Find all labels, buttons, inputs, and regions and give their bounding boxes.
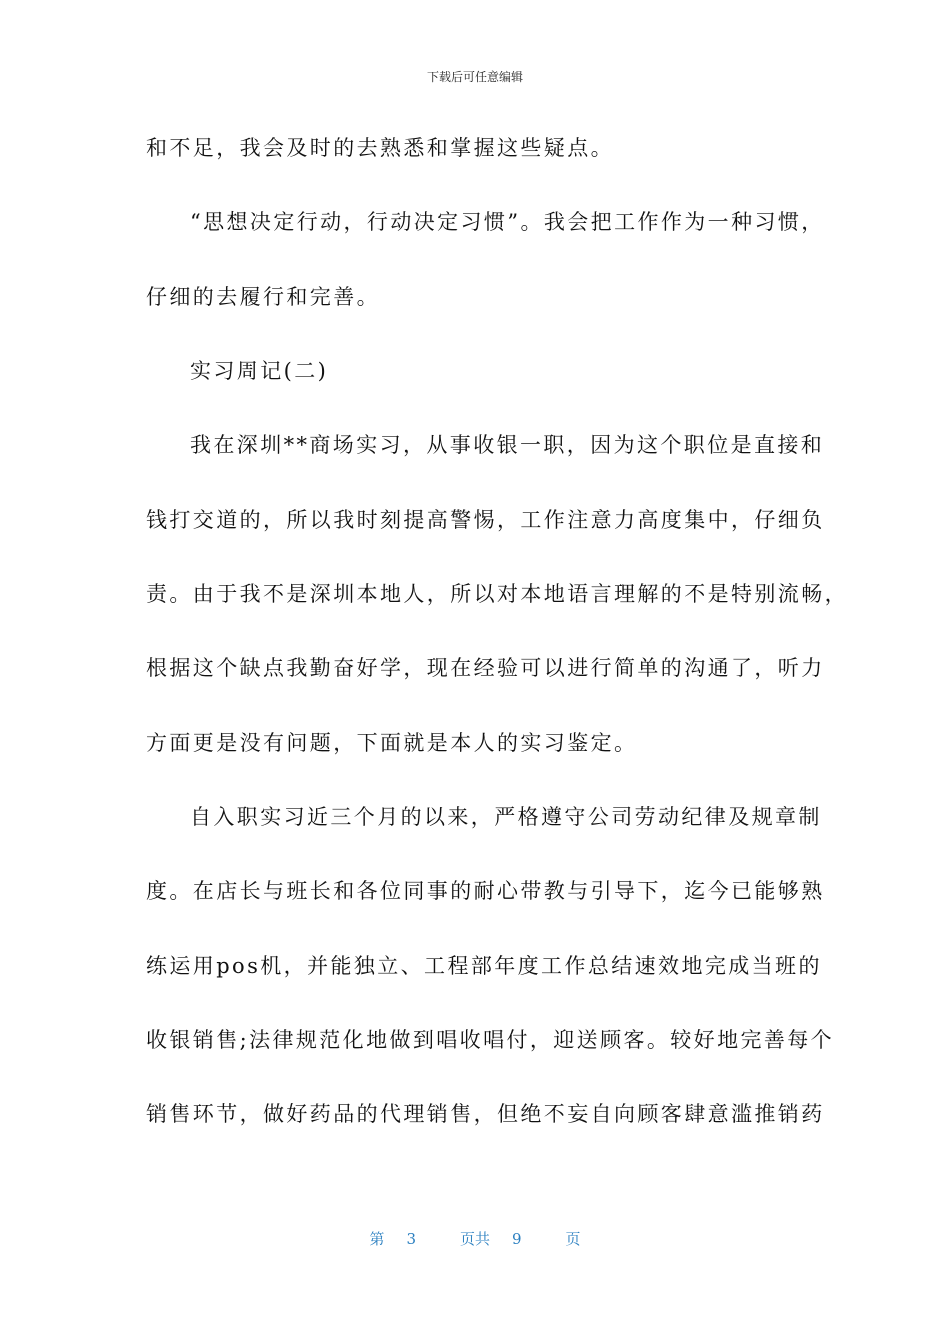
text-line: 钱打交道的，所以我时刻提高警惕，工作注意力高度集中，仔细负 bbox=[146, 508, 825, 532]
section-heading: 实习周记(二) bbox=[190, 359, 329, 383]
text-line: 收银销售;法律规范化地做到唱收唱付，迎送顾客。较好地完善每个 bbox=[146, 1028, 835, 1052]
text-line: 度。在店长与班长和各位同事的耐心带教与引导下，迄今已能够熟 bbox=[146, 879, 825, 903]
footer-label-total: 页共 bbox=[459, 1230, 490, 1248]
footer-label-end: 页 bbox=[565, 1230, 581, 1248]
text-line: 我在深圳**商场实习，从事收银一职，因为这个职位是直接和 bbox=[190, 433, 825, 457]
text-line: 仔细的去履行和完善。 bbox=[146, 285, 380, 309]
text-line: 销售环节，做好药品的代理销售，但绝不妄自向顾客肆意滥推销药 bbox=[146, 1102, 825, 1126]
text-line: 自入职实习近三个月的以来，严格遵守公司劳动纪律及规章制 bbox=[190, 805, 822, 829]
footer-current-page: 3 bbox=[406, 1230, 416, 1248]
page-header: 下载后可任意编辑 bbox=[426, 70, 523, 84]
text-line: 责。由于我不是深圳本地人，所以对本地语言理解的不是特别流畅， bbox=[146, 582, 848, 606]
text-line: “思想决定行动，行动决定习惯”。我会把工作作为一种习惯， bbox=[190, 210, 825, 234]
page-footer bbox=[0, 1228, 950, 1249]
text-line: 方面更是没有问题，下面就是本人的实习鉴定。 bbox=[146, 731, 638, 755]
footer-total-pages: 9 bbox=[512, 1230, 522, 1248]
footer-label-page: 第 bbox=[369, 1230, 385, 1248]
text-line: 练运用pos机，并能独立、工程部年度工作总结速效地完成当班的 bbox=[146, 954, 822, 978]
text-line: 根据这个缺点我勤奋好学，现在经验可以进行简单的沟通了，听力 bbox=[146, 656, 825, 680]
text-line: 和不足，我会及时的去熟悉和掌握这些疑点。 bbox=[146, 136, 614, 160]
